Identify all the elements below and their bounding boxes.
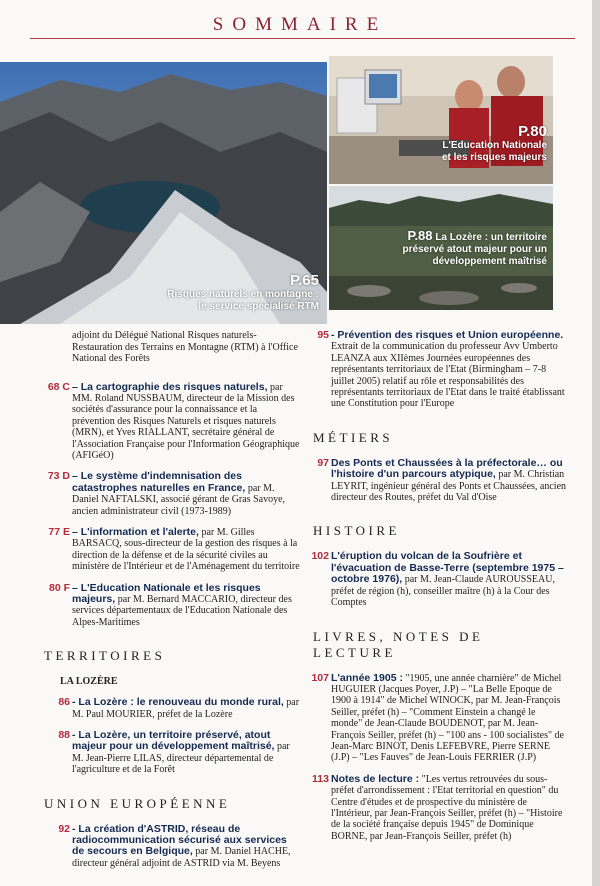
page-number: 73 D (47, 470, 70, 483)
section-heading-livres: LIVRES, NOTES DE LECTURE (313, 628, 484, 660)
page-number: 107 (311, 671, 329, 684)
section-heading-territoires: TERRITOIRES (44, 648, 166, 664)
toc-entry[interactable] (307, 774, 567, 842)
page-number: 88 (58, 729, 70, 742)
entry-body: par M. Christian LEYRIT, ingénieur général des Ponts et Chaussées, ancien directeur des Routes, préfet du Val d'Oise (331, 469, 567, 504)
toc-entry[interactable] (30, 471, 300, 517)
entry-title: - Prévention des risques et Union européenne. (331, 329, 564, 341)
entry-body: par M. Jean-Claude AUROUSSEAU, préfet de région (h), conseiller maître (h) à la Cour des Comptes (331, 574, 555, 609)
entry-title: L'année 1905 : (331, 671, 403, 684)
entry-body: par MM. Roland NUSSBAUM, directeur de la Mission des sociétés d'assurance pour la connaissance et la prévention des Risques Naturels et risques naturels (MRN), et Yves RIALLANT, secrétaire général de l'Association Française pour l'Information Géographique (AFIGéO) (72, 381, 300, 461)
entry-body: "Les vertus retrouvées du sous-préfet d'arrondissement : l'Etat territorial en question" du Centre d'études et de prospective du ministère de l'Intérieur, par Jean-François Seiller, préfet (h) – "Histoire de la société française depuis 1945" de Dominique BORNE, par Jean-François Seiller, préfet (h) (331, 773, 563, 842)
toc-entry[interactable] (30, 527, 300, 573)
entry-body: par M. Paul MOURIER, préfet de la Lozère (72, 697, 300, 720)
entry-body: par M. Gilles BARSACQ, sous-directeur de la gestion des risques à la direction de la défense et de la sécurité civiles au ministère de l'Intérieur et de l'Aménagement du territoire (72, 526, 300, 573)
left-column (30, 330, 300, 879)
entry-title: – L'information et l'alerte, (72, 525, 199, 538)
entry-title: - La Lozère, un territoire préservé, atout majeur pour un développement maîtrisé, (72, 729, 275, 753)
photo-field (329, 186, 553, 310)
toc-entry[interactable] (307, 551, 567, 608)
entry-body: par M. Bernard MACCARIO, directeur des services départementaux de l'Education Nationale des Alpes-Maritimes (72, 594, 292, 628)
toc-entry[interactable] (307, 330, 567, 410)
caption-text: La Lozère : un territoire préservé atout majeur pour un développement maîtrisé (402, 232, 547, 267)
caption-classroom (437, 124, 547, 163)
continuation-text: adjoint du Délégué National Risques naturels-Restauration des Terrains en Montagne (RTM) à l'Office National des Forêts (72, 330, 298, 364)
entry-title: - La création d'ASTRID, réseau de radiocommunication sécurisé aux services de secours en Belgique, (72, 822, 287, 858)
caption-text: L'Education Nationale et les risques majeurs (441, 140, 547, 163)
entry-title: – La cartographie des risques naturels, (72, 380, 268, 393)
photo-classroom (329, 56, 553, 184)
toc-entry[interactable] (30, 730, 300, 776)
toc-entry[interactable] (30, 697, 300, 720)
entry-title: Notes de lecture : (331, 772, 420, 785)
entry-title: – L'Education Nationale et les risques majeurs, (72, 581, 261, 605)
caption-page: P.88 (407, 228, 433, 243)
subheading-lozere: LA LOZÈRE (60, 676, 118, 688)
photo-mountain (0, 62, 327, 324)
page-number: 86 (58, 696, 70, 709)
toc-entry[interactable] (307, 673, 567, 764)
toc-entry[interactable] (30, 382, 300, 462)
caption-mountain (159, 273, 319, 312)
page-edge (592, 0, 600, 886)
page-number: 68 C (47, 380, 70, 393)
page-number: 95 (317, 329, 329, 341)
caption-field (372, 228, 547, 267)
entry-body: "1905, une année charnière" de Michel HUGUIER (Jacques Poyer, J.P) – "La Belle Epoque de 1900 à 1914" de Michel WINOCK, par M. Jean-François Seiller, préfet (h) – "Comment Einstein a changé le monde" de Jean-Claude BOUDENOT, par M. Jean-François Seiller, préfet (h) – "100 ans - 100 socialistes" de Jean-Marc BINOT, Denis LEFEBVRE, Pierre SERNE (J.P) – "Les Fauves" de Jean-Louis FERRIER (J.P) (331, 672, 564, 764)
toc-entry[interactable] (307, 458, 567, 504)
entry-title: Des Ponts et Chaussées à la préfectorale… ou l'histoire d'un parcours atypique, (331, 456, 563, 481)
section-heading-histoire: HISTOIRE (313, 523, 400, 539)
toc-entry[interactable] (30, 583, 300, 629)
section-heading-metiers: MÉTIERS (313, 429, 394, 445)
entry-title: – Le système d'indemnisation des catastrophes naturelles en France, (72, 470, 246, 494)
section-heading-union: UNION EUROPÉENNE (44, 795, 231, 811)
toc-entry[interactable] (30, 824, 300, 870)
page-number: 92 (58, 822, 70, 835)
caption-page: P.80 (518, 123, 547, 140)
entry-body: par M. Jean-Pierre LILAS, directeur départemental de l'agriculture et de la Forêt (72, 741, 290, 776)
page-number: 77 E (48, 525, 70, 538)
page-number: 97 (317, 456, 329, 469)
page-title: SOMMAIRE (212, 14, 388, 35)
entry-title: - La Lozère : le renouveau du monde rural, (72, 696, 284, 709)
caption-text: Risques naturels en montagne : le service spécialisé RTM (167, 289, 319, 312)
right-column (307, 330, 567, 852)
entry-body: par M. Daniel NAFTALSKI, associé gérant de Gras Savoye, ancien administrateur civil (1973-1989) (72, 482, 286, 517)
entry-body: par M. Daniel HACHE, directeur général adjoint de ASTRID via M. Beyens (72, 846, 291, 869)
header-rule (30, 38, 575, 39)
entry-body: Extrait de la communication du professeur Avv Umberto LEANZA aux XIIèmes Journées européennes des représentants territoriaux de l'Etat (Birmingham – 7-8 juillet 2005) relatif au rôle et responsabilités des représentants territoriaux de l'Etat dans le traité établissant une Constitution pour l'Europe (331, 341, 565, 410)
caption-page: P.65 (290, 272, 319, 289)
entry-title: L'éruption du volcan de la Soufrière et l'évacuation de Basse-Terre (septembre 1975 – octobre 1976), (331, 550, 564, 586)
page-number: 102 (311, 550, 329, 563)
page-number: 113 (312, 772, 329, 785)
page-number: 80 F (48, 581, 70, 594)
